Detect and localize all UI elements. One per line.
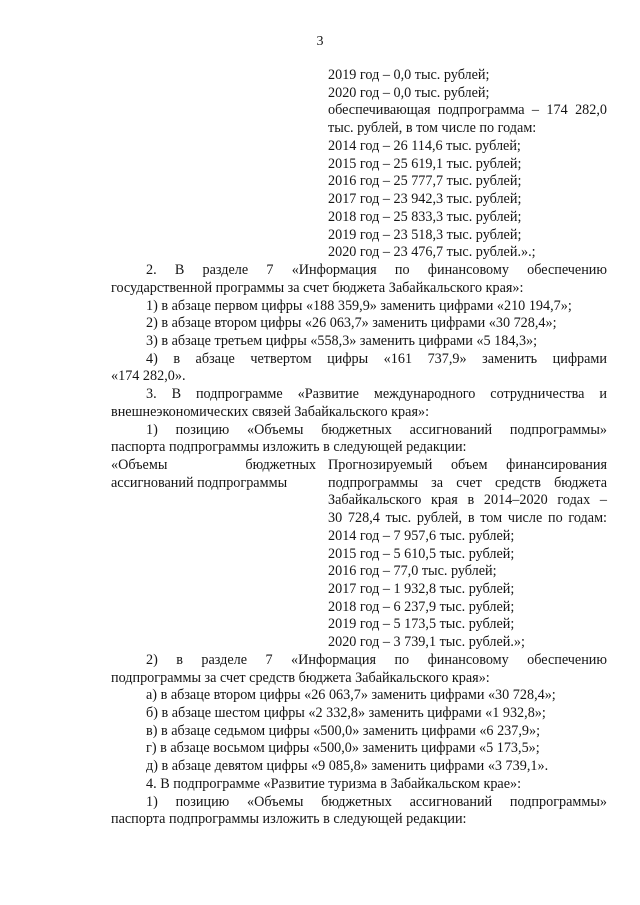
section3-subitem-b: б) в абзаце шестом цифры «2 332,8» заменить цифрами «1 932,8»; [146,705,546,721]
table-right-line4: 30 728,4 тыс. рублей, в том числе по годам: [328,510,607,526]
top-line-7: 2016 год – 25 777,7 тыс. рублей; [328,173,522,189]
section3-heading-line1: 3. В подпрограмме «Развитие международного сотрудничества и [146,386,607,402]
table-right-line2: подпрограммы за счет средств бюджета [328,475,607,491]
table-right-line8: 2017 год – 1 932,8 тыс. рублей; [328,581,515,597]
table-right-line10: 2019 год – 5 173,5 тыс. рублей; [328,616,515,632]
section2-item-4-line2: «174 282,0». [111,368,186,384]
table-left-line1: «Объемы бюджетных [111,457,316,473]
section3-subitem-g: г) в абзаце восьмом цифры «500,0» заменить цифрами «5 173,5»; [146,740,540,756]
table-right-line5: 2014 год – 7 957,6 тыс. рублей; [328,528,515,544]
table-right-line1: Прогнозируемый объем финансирования [328,457,607,473]
table-right-line6: 2015 год – 5 610,5 тыс. рублей; [328,546,515,562]
table-right-line9: 2018 год – 6 237,9 тыс. рублей; [328,599,515,615]
section3-heading-line2: внешнеэкономических связей Забайкальского края»: [111,404,430,420]
top-line-11: 2020 год – 23 476,7 тыс. рублей.».; [328,244,536,260]
top-line-4: тыс. рублей, в том числе по годам: [328,120,537,136]
section2-item-3: 3) в абзаце третьем цифры «558,3» заменить цифрами «5 184,3»; [146,333,538,349]
top-line-9: 2018 год – 25 833,3 тыс. рублей; [328,209,522,225]
section2-item-2: 2) в абзаце втором цифры «26 063,7» заменить цифрами «30 728,4»; [146,315,557,331]
section2-item-4-line1: 4) в абзаце четвертом цифры «161 737,9» заменить цифрами [146,351,607,367]
section4-item1-line1: 1) позицию «Объемы бюджетных ассигнований подпрограммы» [146,794,607,810]
top-line-1: 2019 год – 0,0 тыс. рублей; [328,67,490,83]
table-right-line3: Забайкальского края в 2014–2020 годах – [328,492,607,508]
section3-subitem-v: в) в абзаце седьмом цифры «500,0» заменить цифрами «6 237,9»; [146,723,541,739]
section2-heading-line1: 2. В разделе 7 «Информация по финансовому обеспечению [146,262,607,278]
top-line-5: 2014 год – 26 114,6 тыс. рублей; [328,138,521,154]
section3-item2-line2: подпрограммы за счет средств бюджета Забайкальского края»: [111,670,490,686]
section2-item-1: 1) в абзаце первом цифры «188 359,9» заменить цифрами «210 194,7»; [146,298,572,314]
section4-heading: 4. В подпрограмме «Развитие туризма в Забайкальском крае»: [146,776,522,792]
top-line-10: 2019 год – 23 518,3 тыс. рублей; [328,227,522,243]
table-left-line2: ассигнований подпрограммы [111,475,288,491]
table-right-line11: 2020 год – 3 739,1 тыс. рублей.»; [328,634,525,650]
section3-item2-line1: 2) в разделе 7 «Информация по финансовому обеспечению [146,652,607,668]
top-line-6: 2015 год – 25 619,1 тыс. рублей; [328,156,522,172]
section3-subitem-d: д) в абзаце девятом цифры «9 085,8» заменить цифрами «3 739,1». [146,758,549,774]
section3-item1-line1: 1) позицию «Объемы бюджетных ассигнований подпрограммы» [146,422,607,438]
top-line-3: обеспечивающая подпрограмма – 174 282,0 [328,102,607,118]
section4-item1-line2: паспорта подпрограммы изложить в следующей редакции: [111,811,467,827]
top-line-2: 2020 год – 0,0 тыс. рублей; [328,85,490,101]
top-line-8: 2017 год – 23 942,3 тыс. рублей; [328,191,522,207]
section3-item1-line2: паспорта подпрограммы изложить в следующей редакции: [111,439,467,455]
section2-heading-line2: государственной программы за счет бюджета Забайкальского края»: [111,280,524,296]
page-number: 3 [316,34,324,49]
table-right-line7: 2016 год – 77,0 тыс. рублей; [328,563,497,579]
section3-subitem-a: а) в абзаце втором цифры «26 063,7» заменить цифрами «30 728,4»; [146,687,556,703]
